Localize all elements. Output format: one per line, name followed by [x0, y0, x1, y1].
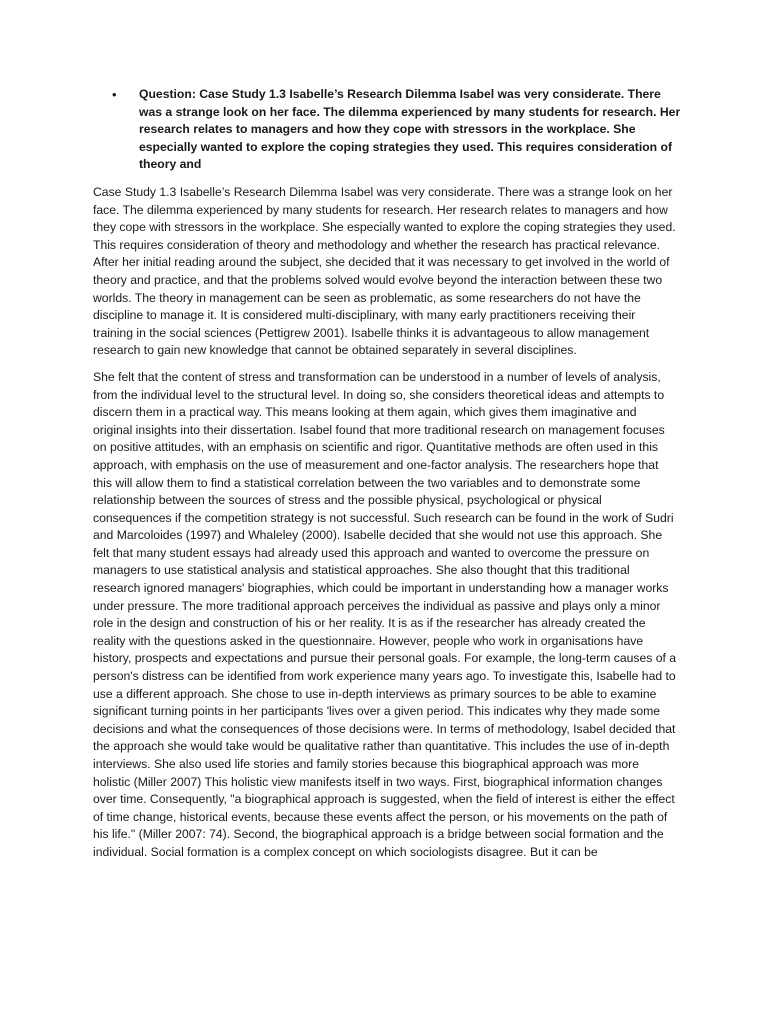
paragraph-stress-analysis: She felt that the content of stress and transformation can be understood in a number of levels of analysis, from the individual level to the structural level. In doing so, she considers theoretical ideas and attempts to discern them in a practical way. This means looking at them again, which gives them imaginative and original insights into their dissertation. Isabel found that more traditional research on management focuses on positive attitudes, with an emphasis on scientific and rigor. Quantitative methods are often used in this approach, with emphasis on the use of measurement and one-factor analysis. The researchers hope that this will allow them to find a statistical correlation between the two variables and to demonstrate some relationship between the sources of stress and the possible physical, psychological or physical consequences if the competition strategy is not successful. Such research can be found in the work of Sudri and Marcoloides (1997) and Whaleley (2000). Isabelle decided that she would not use this approach. She felt that many student essays had already used this approach and wanted to overcome the pressure on managers to use statistical analysis and statistical approaches. She also thought that this traditional research ignored managers' biographies, which could be important in understanding how a manager works under pressure. The more traditional approach perceives the individual as passive and plays only a minor role in the design and construction of his or her reality. It is as if the researcher has already created the reality with the questions asked in the questionnaire. However, people who work in organisations have history, prospects and expectations and pursue their personal goals. For example, the long-term causes of a person's distress can be identified from work experience many years ago. To investigate this, Isabelle had to use a different approach. She chose to use in-depth interviews as primary sources to be able to examine significant turning points in her participants 'lives over a given period. This indicates why they made some decisions and what the consequences of those decisions were. In terms of methodology, Isabel decided that the approach she would take would be qualitative rather than quantitative. This includes the use of in-depth interviews. She also used life stories and family stories because this biographical approach was more holistic (Miller 2007) This holistic view manifests itself in two ways. First, biographical information changes over time. Consequently, "a biographical approach is suggested, when the field of interest is either the effect of time change, historical events, because these events affect the person, or his movements on the path of his life." (Miller 2007: 74). Second, the biographical approach is a bridge between social formation and the individual. Social formation is a complex concept on which sociologists disagree. But it can be	[93, 369, 677, 859]
body-text	[93, 184, 678, 871]
question-bullet-item	[112, 86, 682, 174]
bullet-icon: •	[112, 87, 117, 102]
question-text: Question: Case Study 1.3 Isabelle’s Research Dilemma Isabel was very considerate. There was a strange look on her face. The dilemma experienced by many students for research. Her research relates to managers and how they cope with stressors in the workplace. She especially wanted to explore the coping strategies they used. This requires consideration of theory and	[139, 87, 681, 172]
paragraph-intro: Case Study 1.3 Isabelle’s Research Dilemma Isabel was very considerate. There was a strange look on her face. The dilemma experienced by many students for research. Her research relates to managers and how they cope with stressors in the workplace. She especially wanted to explore the coping strategies they used. This requires consideration of theory and methodology and whether the research has practical relevance. After her initial reading around the subject, she decided that it was necessary to get involved in the world of theory and practice, and that the problems solved would evolve beyond the interaction between these two worlds. The theory in management can be seen as problematic, as some researchers do not have the discipline to manage it. It is considered multi-disciplinary, with many early practitioners receiving their training in the social sciences (Pettigrew 2001). Isabelle thinks it is advantageous to allow management research to gain new knowledge that cannot be obtained separately in several disciplines.	[93, 185, 676, 358]
